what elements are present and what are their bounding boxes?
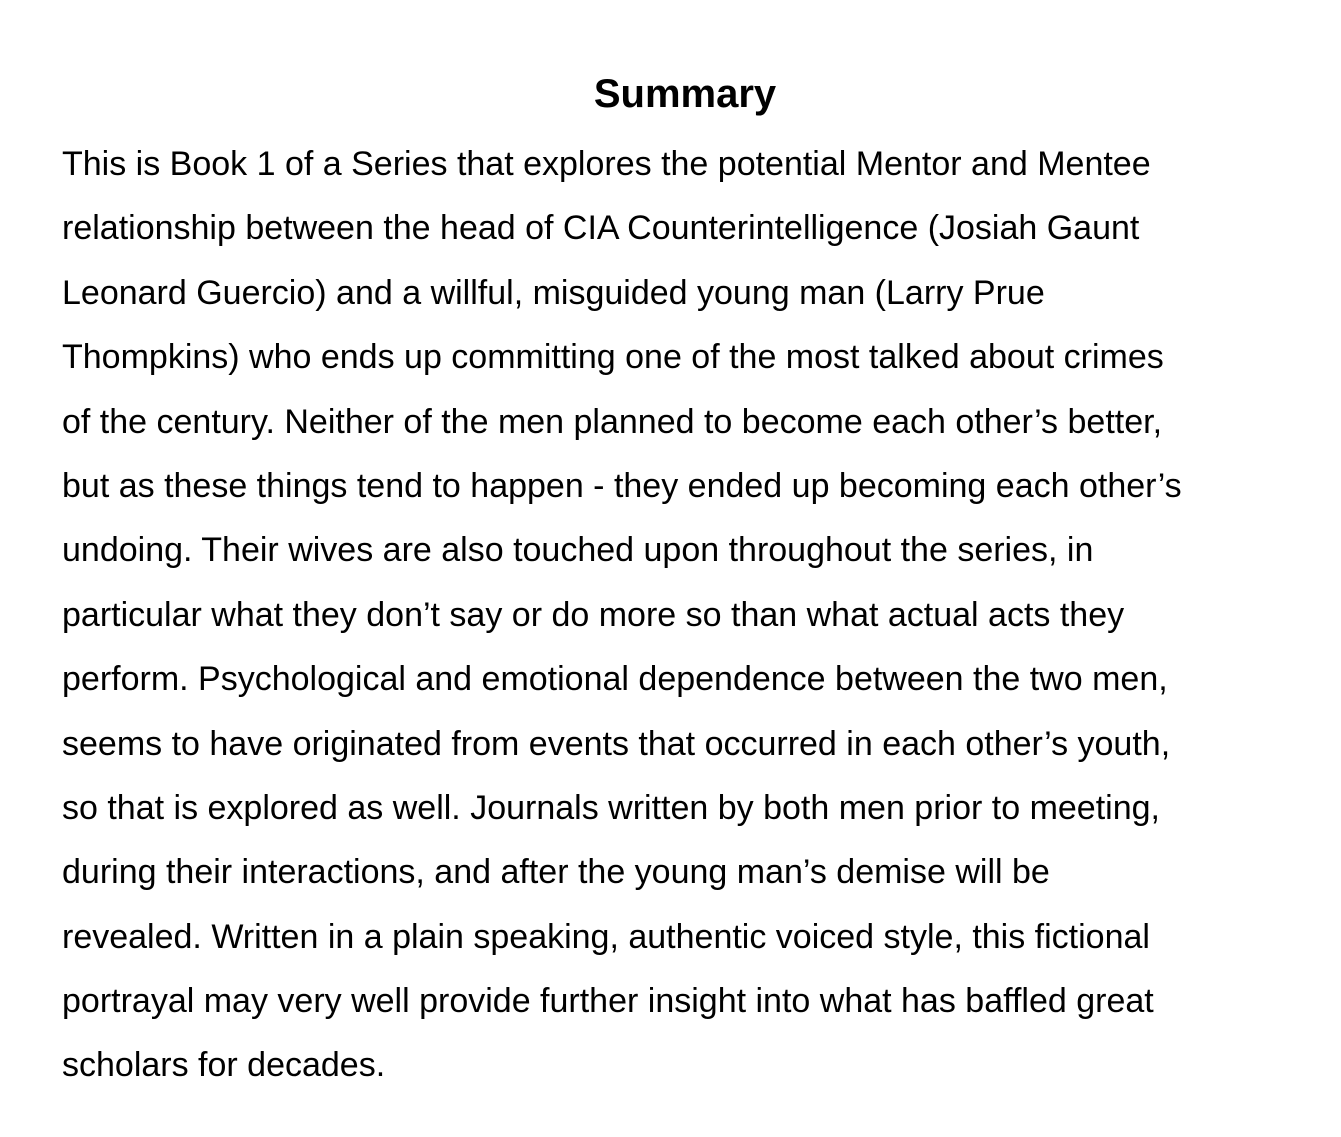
summary-line: Thompkins) who ends up committing one of the most talked about crimes [62, 338, 1164, 377]
summary-line: so that is explored as well. Journals written by both men prior to meeting, [62, 788, 1160, 827]
summary-line: of the century. Neither of the men planned to become each other’s better, [62, 402, 1163, 441]
summary-line: undoing. Their wives are also touched upon throughout the series, in [62, 531, 1094, 570]
summary-line: revealed. Written in a plain speaking, authentic voiced style, this fictional [62, 917, 1150, 956]
summary-line: particular what they don’t say or do more so than what actual acts they [62, 595, 1125, 634]
summary-line: during their interactions, and after the young man’s demise will be [62, 853, 1050, 892]
summary-line: seems to have originated from events that occurred in each other’s youth, [62, 724, 1171, 763]
summary-line: perform. Psychological and emotional dependence between the two men, [62, 660, 1168, 699]
summary-line: Leonard Guercio) and a willful, misguided young man (Larry Prue [62, 273, 1045, 312]
summary-line: relationship between the head of CIA Counterintelligence (Josiah Gaunt [62, 209, 1140, 248]
summary-paragraph [62, 132, 1312, 1098]
document-title: Summary [593, 72, 777, 116]
summary-line: scholars for decades. [62, 1046, 386, 1085]
summary-line: but as these things tend to happen - they ended up becoming each other’s [62, 466, 1182, 505]
summary-line: This is Book 1 of a Series that explores the potential Mentor and Mentee [62, 145, 1151, 183]
summary-line: portrayal may very well provide further insight into what has baffled great [62, 982, 1154, 1021]
